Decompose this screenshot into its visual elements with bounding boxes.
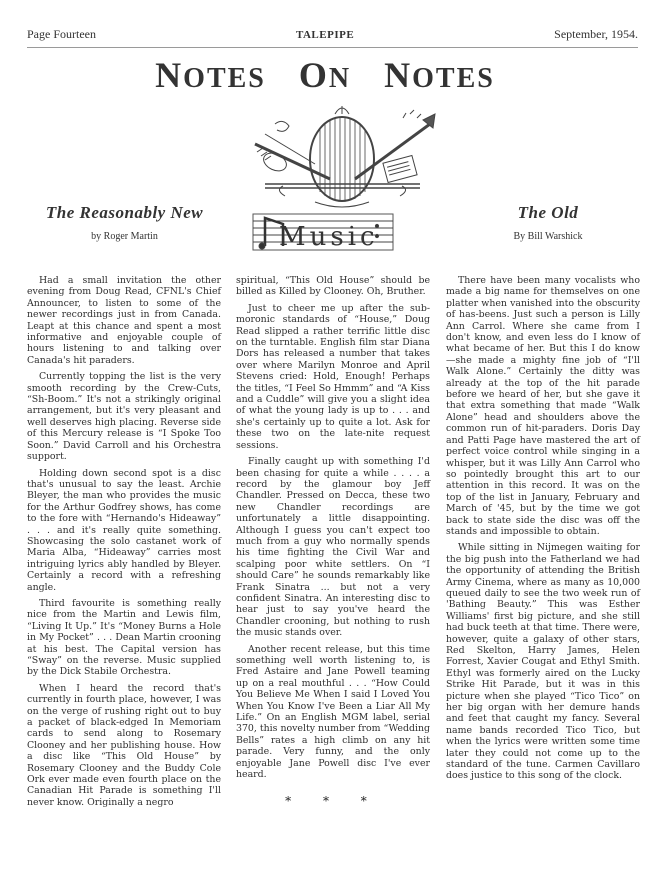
paragraph: While sitting in Nijmegen waiting for the big push into the Fatherland we had the opportunity of attending the British Army Cinema, where as many as 10,000 queued daily to see the two week run of 'Bathing Beauty.” This was Esther Williams' first big picture, and she still had buck teeth at that time. There were, however, quite a galaxy of other stars, Red Skelton, Harry James, Helen Forrest, Xavier Cougat and Ethyl Smith. Ethyl was formerly aired on the Lucky Strike Hit Parade, but it was in this picture when she played “Tico Tico” on her big organ with her demure hands and feet that caught my fancy. Several name bands recorded Tico Tico, but when the lyrics were written some time later they could not come up to the standard of the tune. Carmen Cavillaro does justice to this song of the clock. [446, 542, 640, 782]
paragraph: Currently topping the list is the very smooth recording by the Crew-Cuts, “Sh-Boom.” It's not a strikingly original arrangement, but it's very pleasant and well deserves high placing. Reverse side of this Mercury release is “I Spoke Too Soon.” David Carroll and his Orchestra support. [27, 371, 221, 463]
section-end-stars: * * * [285, 794, 381, 809]
page-title: NOTES ON NOTES [155, 55, 495, 95]
article-column-1 [27, 275, 221, 813]
left-section-byline: by Roger Martin [91, 231, 158, 242]
music-banner-text: Music [279, 222, 379, 252]
right-section-title: The Old [517, 203, 579, 222]
running-head [27, 27, 638, 42]
left-section-heading [12, 203, 237, 242]
header-rule [27, 47, 638, 48]
paragraph: There have been many vocalists who made a big name for themselves on one platter when vanished into the obscurity of has-beens. Just such a person is Lilly Ann Carrol. Where she came from I don't know, and even less do I know of what became of her. But this I do know—she made a mighty fine job of “I'll Walk Alone.” Certainly the ditty was already at the top of the hit parade before we heard of her, but she gave it that extra something that made “Walk Alone” head and shoulders above the common run of hit-paraders. Doris Day and Patti Page have mastered the art of perfect voice control while singing in a whisper, but it was Lilly Ann Carrol who so pointedly brought this art to our attention in this record. It was on the top of the list in January, February and March of '45, but by the time we got back to state side the disc was off the stands and impossible to obtain. [446, 275, 640, 537]
lyre-ornament-icon [245, 104, 440, 254]
right-section-heading [468, 203, 628, 242]
article-column-2 [236, 255, 430, 808]
paragraph: Had a small invitation the other evening from Doug Read, CFNL's Chief Announcer, to listen to some of the newer recordings just in from Canada. Leapt at this chance and spent a most informative and enjoyable couple of hours listening to and talking over Canada's hit paraders. [27, 275, 221, 366]
paragraph: Holding down second spot is a disc that's unusual to say the least. Archie Bleyer, the man who provides the music for the Arthur Godfrey shows, has come to the fore with “Hernando's Hideaway” . . . and it's really quite something. Showcasing the solo castanet work of Maria Alba, “Hideaway” carries most intriguing lyrics ably handled by Bleyer. Certainly a record with a refreshing angle. [27, 467, 221, 593]
paragraph: Another recent release, but this time something well worth listening to, is Fred Astaire and Jane Powell teaming up on a real mouthful . . . “How Could You Believe Me When I said I Loved You When You Know I've Been a Liar All My Life.” On an English MGM label, serial 370, this novelty number from “Wedding Bells” rates a high climb on any hit parade. Very funny, and the only enjoyable Jane Powell disc I've ever heard. [236, 643, 430, 781]
left-section-title: The Reasonably New [45, 203, 204, 222]
paragraph: When I heard the record that's currently in fourth place, however, I was on the verge of rushing right out to buy a packet of black-edged In Memoriam cards to send along to Rosemary Clooney and her publishing house. How a disc like “This Old House” by Rosemary Clooney and the Buddy Cole Ork ever made even fourth place on the Canadian Hit Parade is something I'll never know. Originally a negro [27, 682, 221, 808]
music-ornament-illustration [245, 104, 440, 254]
paragraph: Third favourite is something really nice from the Martin and Lewis film, “Living It Up.” It's “Money Burns a Hole in My Pocket” . . . Dean Martin crooning at his best. The Capital version has “Sway” on the reverse. Music supplied by the Dick Stabile Orchestra. [27, 597, 221, 678]
right-section-byline: By Bill Warshick [513, 231, 583, 242]
paragraph: Finally caught up with something I'd been chasing for quite a while . . . . a record by the glamour boy Jeff Chandler. Pressed on Decca, these two new Chandler recordings are unfortunately a little disappointing. Although I guess you can't expect too much from a guy who normally spends his time fighting the Civil War and scalping poor white settlers. On “I should Care” he sounds remarkably like Frank Sinatra ... but not a very confident Sinatra. An interesting disc to hear just to say you've heard the Chandler crooning, but nothing to rush the music stands over. [236, 456, 430, 639]
publication-name: TALEPIPE [295, 29, 355, 41]
paragraph: Just to cheer me up after the sub-moronic standards of “House,” Doug Read slipped a rather terrific little disc on the turntable. English film star Diana Dors has released a number that takes over where Marilyn Monroe and April Stevens cried: Hold, Enough! Perhaps the titles, “I Feel So Hmmm” and “A Kiss and a Cuddle” will give you a slight idea of what the young lady is up to . . . and she's certainly up to quite a lot. Ask for these two on the late-nite request sessions. [236, 302, 430, 451]
page-number-label: Page Fourteen [27, 27, 96, 41]
issue-date: September, 1954. [554, 27, 638, 41]
paragraph: spiritual, “This Old House” should be billed as Killed by Clooney. Oh, Bruther. [236, 275, 430, 298]
article-column-3 [446, 255, 640, 787]
